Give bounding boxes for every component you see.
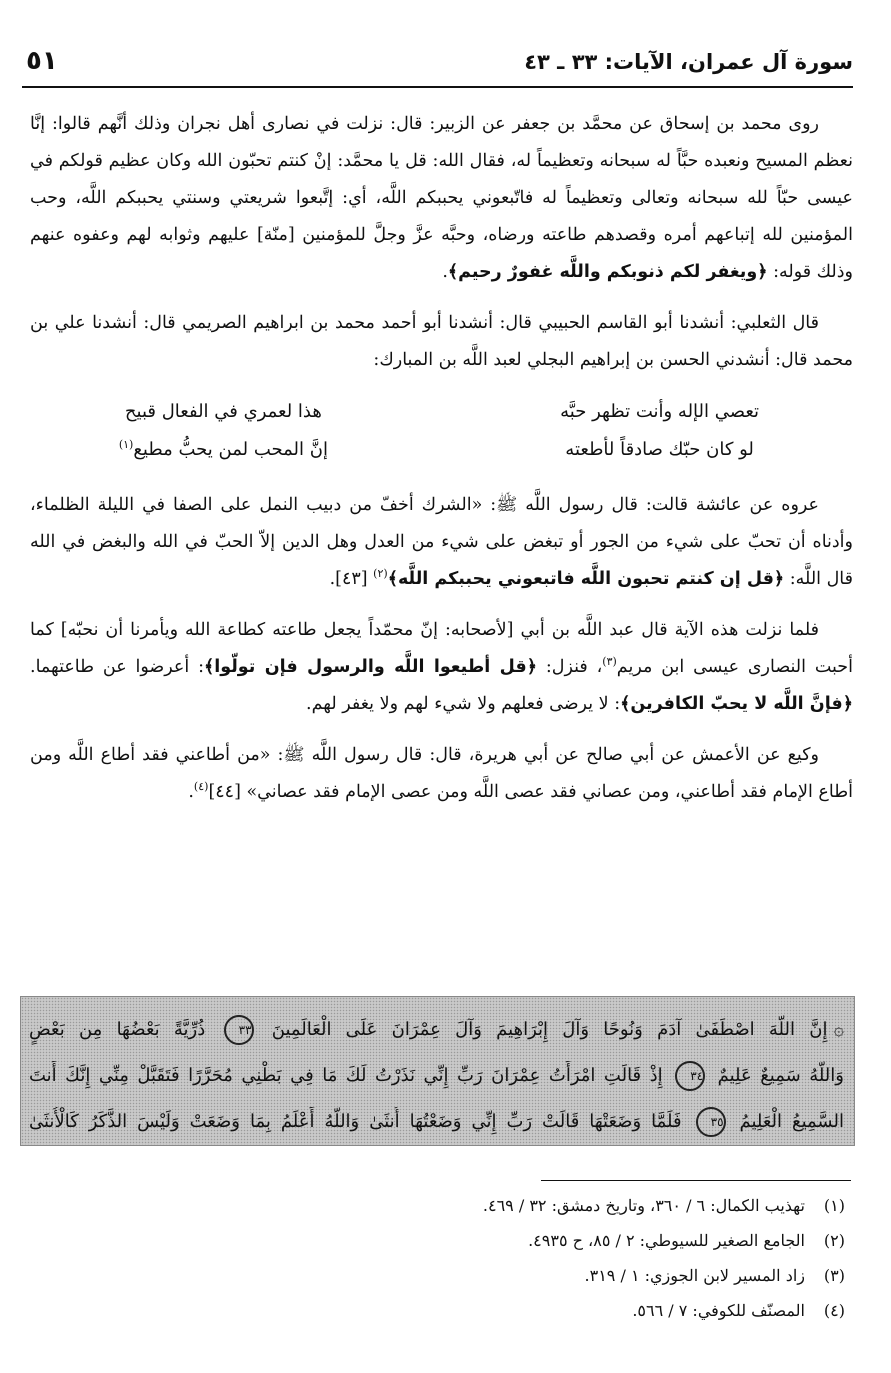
punctuation: . xyxy=(442,262,448,282)
punctuation: . xyxy=(188,782,194,802)
footnote-number: (٤) xyxy=(823,1301,845,1320)
footnote-text: تهذيب الكمال: ٦ / ٣٦٠، وتاريخ دمشق: ٣٢ / ٤٦٩. xyxy=(482,1196,805,1215)
footnote-ref[interactable]: (١) xyxy=(118,438,134,451)
quran-text: ذُرِّيَّةً بَعْضُهَا مِن بَعْضٍ xyxy=(29,1019,206,1040)
footnote-ref[interactable]: (٣) xyxy=(602,655,617,669)
paragraph-1 xyxy=(30,106,853,291)
poem-hemistich: تعصي الإله وأنت تظهر حبَّه xyxy=(560,401,760,422)
quran-verses-box xyxy=(20,996,855,1146)
running-title: سورة آل عمران، الآيات: ٣٣ ـ ٤٣ xyxy=(524,50,853,74)
quran-text: وَاللَّهُ سَمِيعٌ عَلِيمٌ xyxy=(717,1065,844,1086)
quran-text: إِذْ قَالَتِ امْرَأَتُ عِمْرَانَ رَبِّ إِنِّي نَذَرْتُ لَكَ مَا فِي بَطْنِي مُحَرَّرًا فَتَقَبَّلْ مِنِّي إِنَّكَ أَنتَ xyxy=(29,1065,663,1086)
paragraph-1-text: روى محمد بن إسحاق عن محمَّد بن جعفر عن الزبير: قال: نزلت في نصارى أهل نجران وذلك أنَّهم قالوا: إنَّا نعظم المسيح ونعبده حبَّاً له سبحانه وتعظيماً له، فقال الله: قل يا محمَّد: إنْ كنتم تحبّون الله وكان عظيم قولكم في عيسى حبّاً لله سبحانه وتعالى وتعظيماً له فاتّبعوني يحببكم اللَّه، أي: إتَّبعوا شريعتي وسنتي يحببكم اللَّه، وحب المؤمنين لله إتباعهم أمره وقصدهم طاعته ورضاه، وحبَّه عزَّ وجلَّ للمؤمنين [منّة] عليهم وثوابه لهم وعفوه عنهم وذلك قوله: xyxy=(30,114,853,282)
footnote-item xyxy=(40,1293,845,1328)
footnote-text: زاد المسير لابن الجوزي: ١ / ٣١٩. xyxy=(584,1266,805,1285)
quran-line xyxy=(29,1061,844,1091)
paragraph-4-text: فلما نزلت هذه الآية قال عبد اللَّه بن أبي [لأصحابه: إنّ محمّداً يجعل طاعته كطاعة الله ويأمرنا أن نحبّه] كما أحبت النصارى عيسى ابن مريم xyxy=(30,620,853,677)
paragraph-4-text: ، فنزل: xyxy=(545,657,603,677)
quran-line xyxy=(29,1107,844,1137)
main-text xyxy=(30,106,853,825)
footnote-number: (٣) xyxy=(823,1266,845,1285)
header-rule xyxy=(22,86,853,88)
paragraph-4-text: : أعرضوا عن طاعتهما. xyxy=(30,657,204,677)
footnote-ref[interactable]: (٢) xyxy=(373,567,388,581)
paragraph-3 xyxy=(30,487,853,598)
footnote-number: (٢) xyxy=(823,1231,845,1250)
poem-hemistich: لو كان حبّك صادقاً لأطعته xyxy=(565,439,754,460)
paragraph-2-text: قال الثعلبي: أنشدنا أبو القاسم الحبيبي قال: أنشدنا أبو أحمد محمد بن ابراهيم الصريمي قال: أنشدنا علي بن محمد قال: أنشدني الحسن بن إبراهيم البجلي لعبد اللَّه بن المبارك: xyxy=(30,313,853,370)
poem-hemistich-with-footnote xyxy=(30,431,417,469)
footnote-item xyxy=(40,1258,845,1293)
poem-hemistich-text: إنَّ المحب لمن يحبُّ مطيع xyxy=(133,439,328,460)
poem xyxy=(30,393,853,469)
paragraph-5 xyxy=(30,737,853,811)
poem-line xyxy=(30,431,853,469)
verse-number-badge: ٣٤ xyxy=(675,1061,705,1091)
verse-ref: [٤٣]. xyxy=(329,569,374,589)
paragraph-3-text: عروه عن عائشة قالت: قال رسول اللَّه ﷺ: «الشرك أخفّ من دبيب النمل على الصفا في الليلة الظلماء، وأدناه أن تحبّ على شيء من الجور أو تبغض على شيء من العدل وهل الدين إلاّ الحبّ في الله والبغض في الله قال اللَّه: xyxy=(30,495,853,589)
quran-text: إِنَّ اللَّهَ اصْطَفَىٰ آدَمَ وَنُوحًا وَآلَ إِبْرَاهِيمَ وَآلَ عِمْرَانَ عَلَى الْعَالَمِينَ xyxy=(271,1019,828,1040)
quran-quote: ﴿فإنَّ اللَّه لا يحبّ الكافرين﴾ xyxy=(620,694,853,714)
paragraph-5-text: وكيع عن الأعمش عن أبي صالح عن أبي هريرة، قال: قال رسول اللَّه ﷺ: «من أطاعني فقد أطاع اللَّه ومن أطاع الإمام فقد أطاعني، ومن عصاني فقد عصى اللَّه ومن عصى الإمام فقد عصاني» [٤٤] xyxy=(30,745,853,802)
quran-quote: ﴿قل إن كنتم تحبون اللَّه فاتبعوني يحببكم اللَّه﴾ xyxy=(387,569,785,589)
footnote-text: المصنّف للكوفي: ٧ / ٥٦٦. xyxy=(632,1301,805,1320)
footnote-number: (١) xyxy=(823,1196,845,1215)
quran-line xyxy=(29,1015,844,1045)
quran-quote: ﴿قل أطيعوا اللَّه والرسول فإن تولّوا﴾ xyxy=(203,657,537,677)
page-number: ٥١ xyxy=(26,46,58,76)
rub-el-hizb-icon: ۞ xyxy=(833,1019,844,1040)
quran-quote: ﴿ويغفر لكم ذنوبكم واللَّه غفورٌ رحيم﴾ xyxy=(447,262,768,282)
paragraph-2 xyxy=(30,305,853,379)
quran-text: فَلَمَّا وَضَعَتْهَا قَالَتْ رَبِّ إِنِّي وَضَعْتُهَا أُنثَىٰ وَاللَّهُ أَعْلَمُ بِمَا وَضَعَتْ وَلَيْسَ الذَّكَرُ كَالْأُنثَىٰ xyxy=(29,1111,682,1132)
footnotes xyxy=(40,1188,845,1328)
footnote-item xyxy=(40,1188,845,1223)
verse-number-badge: ٣٣ xyxy=(224,1015,254,1045)
footnote-ref[interactable]: (٤) xyxy=(193,780,209,794)
footnote-separator xyxy=(541,1180,851,1181)
footnote-item xyxy=(40,1223,845,1258)
page-header xyxy=(22,44,853,88)
poem-line xyxy=(30,393,853,431)
paragraph-4 xyxy=(30,612,853,723)
poem-hemistich: هذا لعمري في الفعال قبيح xyxy=(124,401,322,422)
paragraph-4-text: : لا يرضى فعلهم ولا شيء لهم ولا يغفر لهم. xyxy=(306,694,621,714)
verse-number-badge: ٣٥ xyxy=(696,1107,726,1137)
footnote-text: الجامع الصغير للسيوطي: ٢ / ٨٥، ح ٤٩٣٥. xyxy=(528,1231,805,1250)
quran-text: السَّمِيعُ الْعَلِيمُ xyxy=(739,1111,844,1132)
